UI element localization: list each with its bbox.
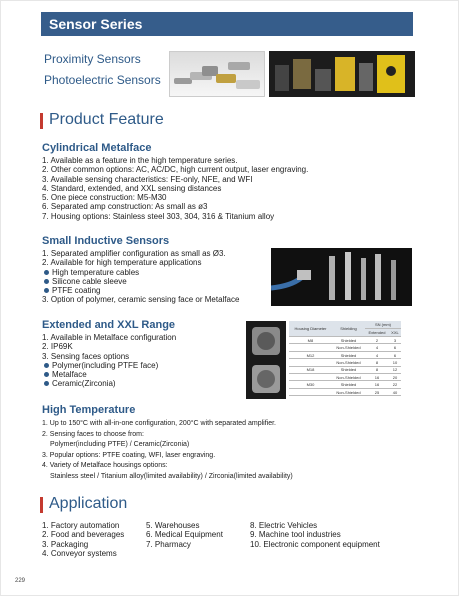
page-title: Sensor Series [49,16,143,32]
list-item: 7. Pharmacy [146,539,191,549]
page-number: 229 [15,578,26,584]
list-item: 4. Variety of Metalface housings options: [42,462,168,470]
table-cell: Non-Shielded [332,359,365,366]
table-cell: Shielded [332,351,365,358]
list-item: 10. Electronic component equipment [250,539,380,549]
list-item: Stainless steel / Titanium alloy(limited availability) / Zirconia(limited availability) [50,472,293,480]
table-cell: 16 [365,381,389,388]
table-cell: M8 [289,337,332,344]
section-marker [40,113,43,129]
application-list-col2 [146,521,223,549]
table-cell: 22 [389,381,401,388]
table-cell [289,388,332,395]
table-cell: Shielded [332,337,365,344]
table-cell: M30 [289,381,332,388]
table-row [289,344,401,351]
table-cell: 6 [389,344,401,351]
table-row [289,388,401,395]
table-cell: 8 [365,366,389,373]
list-item: 1. Separated amplifier configuration as small as Ø3. [42,249,226,258]
table-header: Extended [365,329,389,337]
cylindrical-heading: Cylindrical Metalface [42,142,152,154]
list-item: PTFE coating [42,286,239,295]
table-cell: 4 [365,344,389,351]
table-cell: M12 [289,351,332,358]
proximity-sensors-photo [169,51,265,97]
small-inductive-list [42,249,239,305]
application-list-col3 [250,521,380,549]
table-cell: Non-Shielded [332,388,365,395]
list-item: 2. Food and beverages [42,530,125,540]
table-row [289,374,401,381]
sensing-range-table [289,321,401,396]
list-item: Metalface [42,370,176,379]
category-photoelectric-sensors: Photoelectric Sensors [44,73,161,87]
table-cell: Non-Shielded [332,374,365,381]
list-item: 3. Option of polymer, ceramic sensing face or Metalface [42,295,240,305]
extended-range-list [42,333,176,389]
list-item: Silicone cable sleeve [42,277,239,286]
cylindrical-list [42,156,308,221]
list-item: Ceramic(Zirconia) [42,379,176,388]
list-item: 1. Factory automation [42,521,120,530]
list-item: 2. IP69K [42,342,73,352]
table-header: SN (mm) [365,321,401,329]
list-item: 8. Electric Vehicles [250,521,318,530]
table-header: XXL [389,329,401,337]
list-item: 2. Other common options: AC, AC/DC, high current output, laser engraving. [42,165,309,175]
application-list-col1 [42,521,124,558]
table-row [289,366,401,373]
table-row [289,351,401,358]
application-heading: Application [49,495,128,512]
small-inductive-heading: Small Inductive Sensors [42,235,170,247]
list-item: 2. Sensing faces to choose from: [42,430,144,438]
list-item: 1. Up to 150°C with all-in-one configuration, 200°C with separated amplifier. [42,420,277,427]
table-cell: Non-Shielded [332,344,365,351]
table-cell: 10 [389,359,401,366]
table-cell: 6 [389,351,401,358]
table-cell: Shielded [332,366,365,373]
table-cell: 3 [389,337,401,344]
list-item: 5. Warehouses [146,521,200,530]
list-item: Polymer(including PTFE face) [42,361,176,370]
extended-range-heading: Extended and XXL Range [42,319,176,331]
table-cell: 8 [365,359,389,366]
photoelectric-sensors-photo [269,51,415,97]
table-header: Shielding [332,321,365,337]
list-item: 3. Packaging [42,539,89,549]
table-row [289,337,401,344]
list-item: 2. Available for high temperature applications [42,258,202,268]
table-cell [289,344,332,351]
table-cell [289,359,332,366]
list-item: 6. Medical Equipment [146,530,223,540]
header-banner [41,12,413,36]
list-item: 3. Sensing faces options [42,351,130,361]
table-row [289,359,401,366]
table-cell: 4 [365,351,389,358]
list-item: 3. Popular options: PTFE coating, WFI, laser engraving. [42,451,216,459]
list-item: 3. Available sensing characteristics: FE-only, NFE, and WFI [42,174,253,184]
list-item: 4. Conveyor systems [42,548,117,558]
table-cell: 25 [365,388,389,395]
table-cell: Shielded [332,381,365,388]
list-item: 1. Available in Metalface configuration [42,333,177,342]
table-cell: M18 [289,366,332,373]
list-item: 1. Available as a feature in the high temperature series. [42,156,238,165]
list-item: 9. Machine tool industries [250,530,341,540]
table-cell: 40 [389,388,401,395]
category-proximity-sensors: Proximity Sensors [44,52,141,66]
high-temperature-heading: High Temperature [42,404,136,416]
list-item: 4. Standard, extended, and XXL sensing distances [42,183,222,193]
list-item: 7. Housing options: Stainless steel 303, 304, 316 & Titanium alloy [42,211,275,221]
list-item: High temperature cables [42,268,239,277]
list-item: Polymer(including PTFE) / Ceramic(Zirconia) [50,441,190,449]
table-cell [289,374,332,381]
table-cell: 12 [389,366,401,373]
section-marker [40,497,43,513]
table-cell: 2 [365,337,389,344]
product-feature-heading: Product Feature [49,111,164,128]
list-item: 6. Separated amp construction: As small as ø3 [42,202,208,212]
list-item: 5. One piece construction: M5-M30 [42,193,167,203]
extended-range-sensor-photo [246,321,286,399]
table-row [289,381,401,388]
small-inductive-sensors-photo [271,248,412,306]
high-temperature-list [42,419,293,483]
table-cell: 20 [389,374,401,381]
table-header: Housing Diameter [289,321,332,337]
table-cell: 16 [365,374,389,381]
